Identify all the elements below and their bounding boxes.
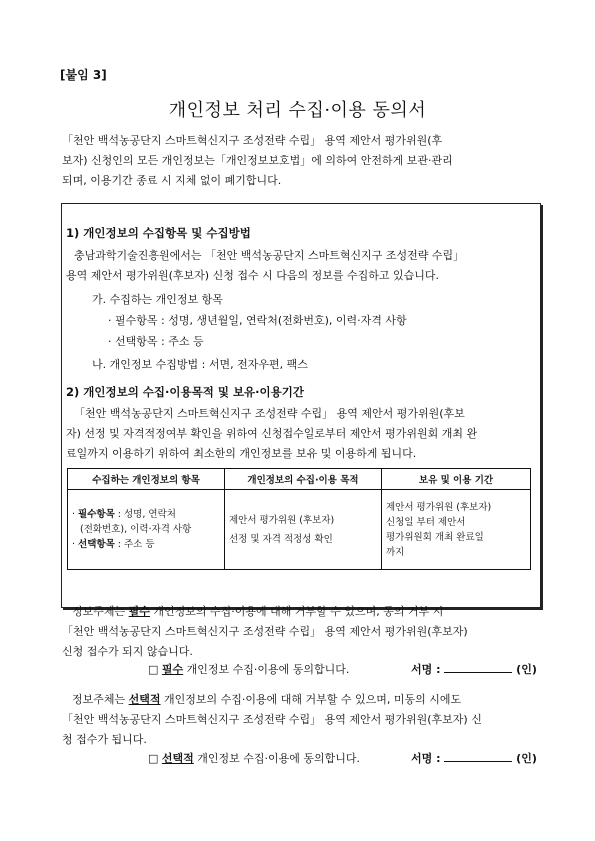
section1-line: 용역 제안서 평가위원(후보자) 신청 접수 시 다음의 정보를 수집하고 있습니다. xyxy=(66,269,439,282)
purpose-line: 선정 및 자격 적정성 확인 xyxy=(229,533,333,545)
optional-consent-paragraph xyxy=(62,690,542,750)
table-cell-items: · 필수항목 : 성명, 연락처 (전화번호), 이력·자격 사항 · 선택항목 : 주소 등 xyxy=(68,490,225,570)
signature-label: 서명 : xyxy=(411,663,441,676)
attachment-label: [붙임 3] xyxy=(60,68,107,82)
optional-label: 선택항목 xyxy=(78,539,115,550)
consent-text: 정보주체는 xyxy=(72,605,129,618)
section2-heading: 2) 개인정보의 수집·이용목적 및 보유·이용기간 xyxy=(66,385,304,399)
required-consent-row xyxy=(148,661,349,677)
intro-line: 보자) 신청인의 모든 개인정보는「개인정보보호법」에 의하여 안전하게 보관·관리 xyxy=(62,154,453,167)
optional-signature xyxy=(411,750,537,766)
consent-text: 개인정보의 수집·이용에 대해 거부할 수 있으며, 동의 거부 시 xyxy=(149,605,444,618)
section1-heading: 1) 개인정보의 수집항목 및 수집방법 xyxy=(66,226,251,240)
required-agree-label: 필수 xyxy=(161,663,184,676)
required-label: 필수항목 xyxy=(78,509,115,520)
table-cell-purpose xyxy=(225,490,382,570)
consent-text: 「천안 백석농공단지 스마트혁신지구 조성전략 수립」 용역 제안서 평가위원(후보자) 신 xyxy=(62,713,482,726)
collect-method: 나. 개인정보 수집방법 : 서면, 전자우편, 팩스 xyxy=(92,358,308,371)
signature-label: 서명 : xyxy=(411,752,441,765)
info-table xyxy=(67,468,531,570)
table-row xyxy=(68,490,531,570)
consent-text: 개인정보의 수집·이용에 대해 거부할 수 있으며, 미동의 시에도 xyxy=(160,693,462,706)
collect-items-heading: 가. 수집하는 개인정보 항목 xyxy=(92,293,223,306)
table-header: 보유 및 이용 기간 xyxy=(382,469,531,490)
table-header: 개인정보의 수집·이용 목적 xyxy=(225,469,382,490)
table-header: 수집하는 개인정보의 항목 xyxy=(68,469,225,490)
section1-line: 충남과학기술진흥원에서는 「천안 백석농공단지 스마트혁신지구 조성전략 수립」 xyxy=(74,249,465,262)
signature-field[interactable] xyxy=(444,750,512,762)
section2-line: 「천안 백석농공단지 스마트혁신지구 조성전략 수립」 용역 제안서 평가위원(후보 xyxy=(74,407,465,420)
intro-line: 되며, 이용기간 종료 시 지체 없이 폐기합니다. xyxy=(62,174,282,187)
section2-line: 료일까지 이용하기 위하여 최소한의 개인정보를 보유 및 이용하게 됩니다. xyxy=(66,447,417,460)
period-line: 제안서 평가위원 (후보자) xyxy=(386,501,492,513)
optional-agree-label: 선택적 xyxy=(161,752,194,765)
purpose-line: 제안서 평가위원 (후보자) xyxy=(229,514,335,526)
required-text-cont: (전화번호), 이력·자격 사항 xyxy=(80,524,192,535)
required-consent-checkbox[interactable]: □ xyxy=(148,663,159,676)
optional-emphasis: 선택적 xyxy=(128,693,161,706)
intro-paragraph xyxy=(62,131,542,191)
intro-line: 「천안 백석농공단지 스마트혁신지구 조성전략 수립」 용역 제안서 평가위원(후 xyxy=(62,134,443,147)
section2-line: 자) 선정 및 자격적정여부 확인을 위하여 신청접수일로부터 제안서 평가위원회 개최 완 xyxy=(66,427,478,440)
document-title: 개인정보 처리 수집·이용 동의서 xyxy=(168,100,427,121)
period-line: 평가위원회 개최 완료일 xyxy=(386,531,484,543)
consent-text: 「천안 백석농공단지 스마트혁신지구 조성전략 수립」 용역 제안서 평가위원(후보자) xyxy=(62,625,468,638)
table-cell-period xyxy=(382,490,531,570)
optional-consent-checkbox[interactable]: □ xyxy=(148,752,159,765)
section2-body xyxy=(66,404,536,464)
required-signature xyxy=(411,661,537,677)
period-line: 까지 xyxy=(386,546,405,558)
consent-text: 신청 접수가 되지 않습니다. xyxy=(62,645,193,658)
signature-field[interactable] xyxy=(444,661,512,673)
period-line: 신청일 부터 제안서 xyxy=(386,516,466,528)
seal-mark: (인) xyxy=(516,752,537,765)
required-items: · 필수항목 : 성명, 생년월일, 연락처(전화번호), 이력·자격 사항 xyxy=(108,314,407,327)
optional-text: : 주소 등 xyxy=(114,539,155,550)
required-emphasis: 필수 xyxy=(128,605,150,618)
table-header-row xyxy=(68,469,531,490)
seal-mark: (인) xyxy=(516,663,537,676)
consent-text: 청 접수가 됩니다. xyxy=(62,733,147,746)
required-consent-paragraph xyxy=(62,602,542,662)
required-agree-text: 개인정보 수집·이용에 동의합니다. xyxy=(183,663,350,676)
section1-body xyxy=(66,246,534,286)
optional-consent-row xyxy=(148,750,360,766)
optional-items: · 선택항목 : 주소 등 xyxy=(108,335,204,348)
consent-text: 정보주체는 xyxy=(72,693,129,706)
required-text: : 성명, 연락처 xyxy=(114,509,176,520)
optional-agree-text: 개인정보 수집·이용에 동의합니다. xyxy=(193,752,361,765)
